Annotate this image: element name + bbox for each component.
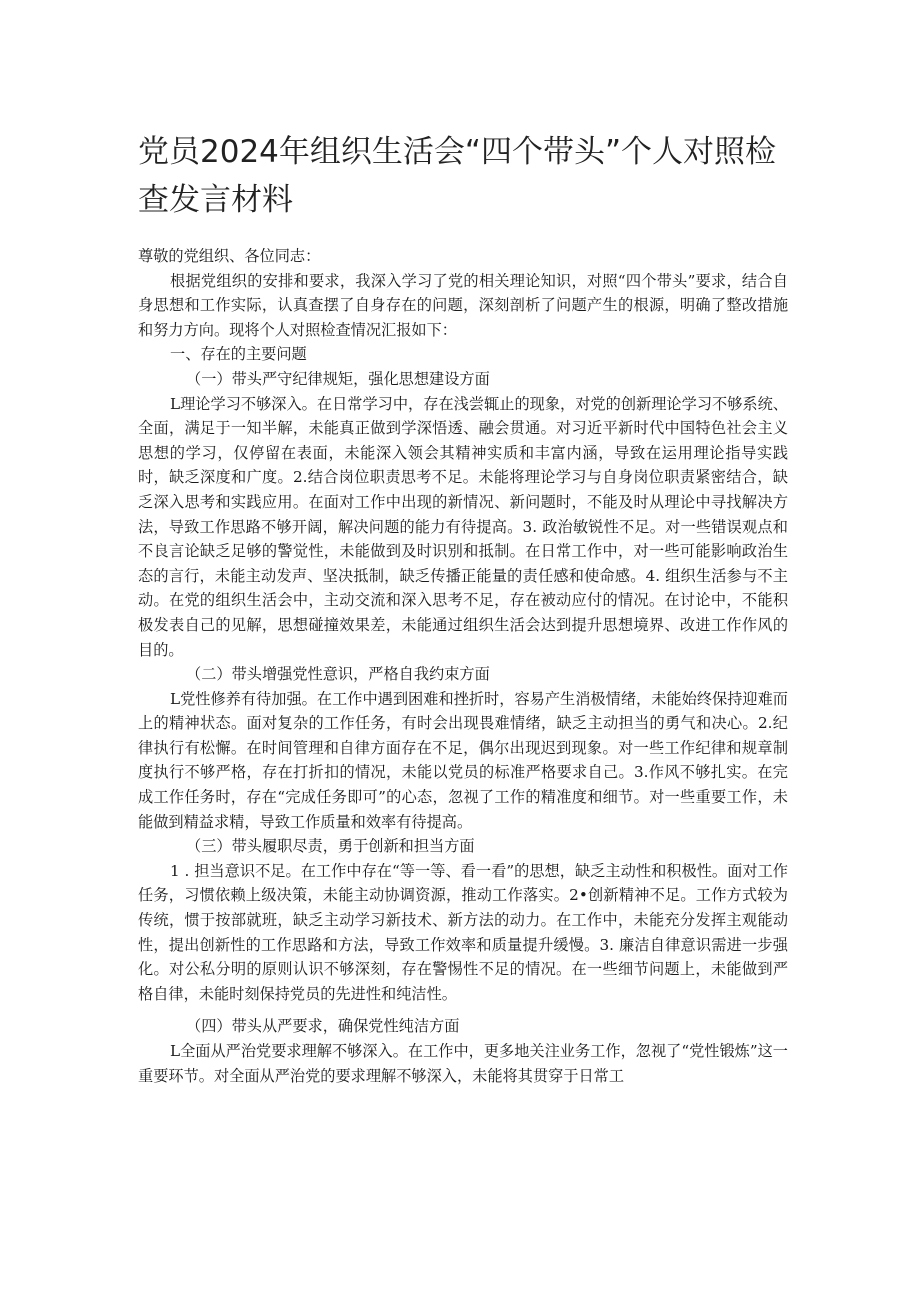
section-heading-main-problems: 一、存在的主要问题	[170, 345, 307, 364]
intro-paragraph: 根据党组织的安排和要求，我深入学习了党的相关理论知识，对照“四个带头”要求，结合自身思想和工作实际，认真查摆了自身存在的问题，深刻剖析了问题产生的根源，明确了整改措施和努力方向。现将个人对照检查情况汇报如下：	[138, 271, 788, 339]
part2-paragraph: L党性修养有待加强。在工作中遇到困难和挫折时，容易产生消极情绪，未能始终保持迎难而上的精神状态。面对复杂的工作任务，有时会出现畏难情绪，缺乏主动担当的勇气和决心。2.纪律执行有松懈。在时间管理和自律方面存在不足，偶尔出现迟到现象。对一些工作纪律和规章制度执行不够严格，存在打折扣的情况，未能以党员的标准严格要求自己。3.作风不够扎实。在完成工作任务时，存在“完成任务即可”的心态，忽视了工作的精准度和细节。对一些重要工作，未能做到精益求精，导致工作质量和效率有待提高。	[138, 689, 788, 831]
part2-heading: （二）带头增强党性意识，严格自我约束方面	[186, 665, 490, 684]
part3-heading: （三）带头履职尽责，勇于创新和担当方面	[186, 837, 475, 856]
part3-paragraph: 1 . 担当意识不足。在工作中存在“等一等、看一看”的思想，缺乏主动性和积极性。面对工作任务，习惯依赖上级决策，未能主动协调资源，推动工作落实。2•创新精神不足。工作方式较为传统，惯于按部就班，缺乏主动学习新技术、新方法的动力。在工作中，未能充分发挥主观能动性，提出创新性的工作思路和方法，导致工作效率和质量提升缓慢。3. 廉洁自律意识需进一步强化。对公私分明的原则认识不够深刻，存在警惕性不足的情况。在一些细节问题上，未能做到严格自律，未能时刻保持党员的先进性和纯洁性。	[138, 861, 788, 1003]
document-title: 党员2024年组织生活会“四个带头”个人对照检查发言材料	[138, 134, 777, 218]
salutation: 尊敬的党组织、各位同志：	[138, 247, 321, 265]
part4-heading: （四）带头从严要求，确保党性纯洁方面	[186, 1017, 460, 1036]
document-page	[138, 128, 788, 1088]
part1-paragraph: L理论学习不够深入。在日常学习中，存在浅尝辄止的现象，对党的创新理论学习不够系统、全面，满足于一知半解，未能真正做到学深悟透、融会贯通。对习近平新时代中国特色社会主义思想的学习，仅停留在表面，未能深入领会其精神实质和丰富内涵，导致在运用理论指导实践时，缺乏深度和广度。2.结合岗位职责思考不足。未能将理论学习与自身岗位职责紧密结合，缺乏深入思考和实践应用。在面对工作中出现的新情况、新问题时，不能及时从理论中寻找解决方法，导致工作思路不够开阔，解决问题的能力有待提高。3. 政治敏锐性不足。对一些错误观点和不良言论缺乏足够的警觉性，未能做到及时识别和抵制。在日常工作中，对一些可能影响政治生态的言行，未能主动发声、坚决抵制，缺乏传播正能量的责任感和使命感。4. 组织生活参与不主动。在党的组织生活会中，主动交流和深入思考不足，存在被动应付的情况。在讨论中，不能积极发表自己的见解，思想碰撞效果差，未能通过组织生活会达到提升思想境界、改进工作作风的目的。	[138, 394, 788, 659]
part4-paragraph: L全面从严治党要求理解不够深入。在工作中，更多地关注业务工作，忽视了“党性锻炼”这一重要环节。对全面从严治党的要求理解不够深入，未能将其贯穿于日常工	[138, 1042, 788, 1085]
part1-heading: （一）带头严守纪律规矩，强化思想建设方面	[186, 369, 490, 388]
